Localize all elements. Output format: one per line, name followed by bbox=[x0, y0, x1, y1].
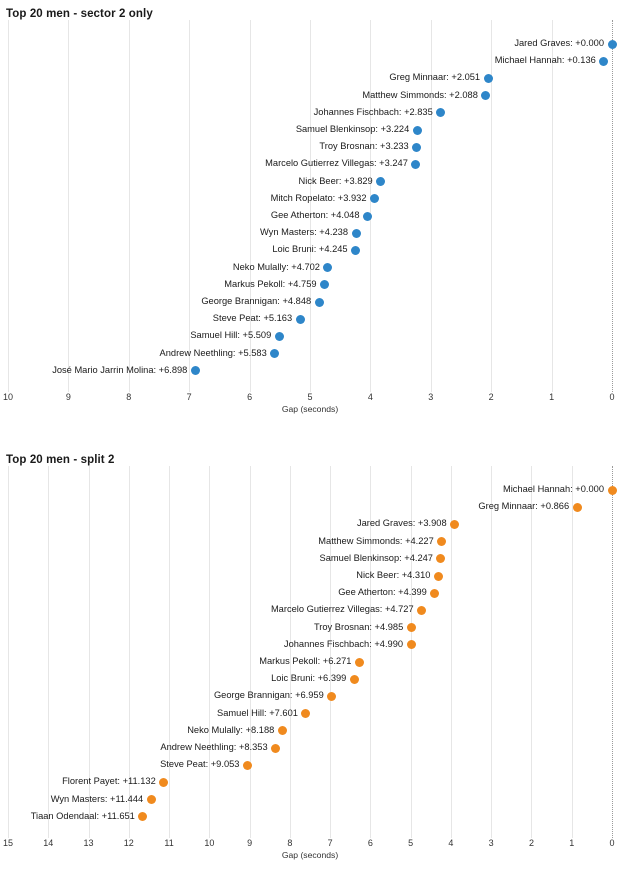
data-point-marker[interactable] bbox=[412, 143, 421, 152]
data-point-row[interactable] bbox=[8, 53, 612, 69]
data-point-label: Marcelo Gutierrez Villegas: +4.727 bbox=[270, 604, 414, 615]
data-point-label: Samuel Blenkinsop: +3.224 bbox=[295, 124, 410, 134]
data-point-row[interactable] bbox=[8, 277, 612, 293]
x-axis-tick: 15 bbox=[2, 838, 14, 848]
data-point-marker[interactable] bbox=[411, 160, 420, 169]
data-point-row[interactable] bbox=[8, 723, 612, 739]
gridline bbox=[612, 20, 613, 392]
data-point-marker[interactable] bbox=[351, 246, 360, 255]
data-point-marker[interactable] bbox=[327, 692, 336, 701]
data-point-label: George Brannigan: +6.959 bbox=[213, 690, 324, 701]
data-point-marker[interactable] bbox=[376, 177, 385, 186]
data-point-row[interactable] bbox=[8, 36, 612, 52]
gridline bbox=[612, 466, 613, 838]
data-point-row[interactable] bbox=[8, 363, 612, 379]
data-point-label: Nick Beer: +3.829 bbox=[298, 175, 373, 186]
data-point-row[interactable] bbox=[8, 534, 612, 550]
x-axis-tick: 2 bbox=[488, 392, 494, 402]
data-point-marker[interactable] bbox=[407, 623, 416, 632]
data-point-row[interactable] bbox=[8, 294, 612, 310]
data-point-marker[interactable] bbox=[138, 812, 147, 821]
data-point-label: Andrew Neethling: +8.353 bbox=[160, 742, 268, 752]
data-point-label: Mitch Ropelato: +3.932 bbox=[270, 192, 367, 203]
x-axis-sector-2 bbox=[0, 392, 620, 418]
data-point-marker[interactable] bbox=[352, 229, 361, 238]
x-axis-tick: 14 bbox=[43, 838, 54, 848]
x-axis-tick: 4 bbox=[448, 838, 454, 848]
data-point-label: Samuel Hill: +5.509 bbox=[190, 330, 272, 341]
data-point-label: Markus Pekoll: +4.759 bbox=[224, 278, 317, 289]
data-point-marker[interactable] bbox=[573, 503, 582, 512]
data-point-row[interactable] bbox=[8, 671, 612, 687]
data-point-label: Jared Graves: +3.908 bbox=[356, 518, 447, 529]
data-point-marker[interactable] bbox=[407, 640, 416, 649]
x-axis-tick: 1 bbox=[569, 838, 575, 848]
data-point-label: Steve Peat: +9.053 bbox=[160, 759, 240, 770]
x-axis-tick: 8 bbox=[287, 838, 293, 848]
data-point-row[interactable] bbox=[8, 88, 612, 104]
data-point-label: Loic Bruni: +4.245 bbox=[272, 244, 348, 255]
data-point-label: Troy Brosnan: +3.233 bbox=[319, 141, 409, 152]
data-point-label: Andrew Neethling: +5.583 bbox=[159, 347, 267, 358]
data-point-label: Florent Payet: +11.132 bbox=[62, 776, 156, 787]
data-point-marker[interactable] bbox=[275, 332, 284, 341]
data-point-row[interactable] bbox=[8, 191, 612, 207]
data-point-row[interactable] bbox=[8, 499, 612, 515]
data-point-label: Samuel Hill: +7.601 bbox=[217, 707, 298, 718]
x-axis-tick: 11 bbox=[164, 838, 174, 848]
plot-area-split-2 bbox=[0, 466, 620, 838]
data-point-marker[interactable] bbox=[599, 57, 608, 66]
chart-title: Top 20 men - split 2 bbox=[6, 454, 115, 466]
data-point-row[interactable] bbox=[8, 174, 612, 190]
data-point-marker[interactable] bbox=[191, 366, 200, 375]
data-point-marker[interactable] bbox=[481, 91, 490, 100]
data-point-label: Troy Brosnan: +4.985 bbox=[313, 621, 404, 632]
x-axis-tick: 0 bbox=[609, 838, 615, 848]
data-point-label: Greg Minnaar: +2.051 bbox=[389, 72, 481, 83]
data-point-label: Greg Minnaar: +0.866 bbox=[478, 501, 570, 512]
data-point-marker[interactable] bbox=[271, 744, 280, 753]
data-point-row[interactable] bbox=[8, 654, 612, 670]
x-axis-tick: 5 bbox=[408, 838, 414, 848]
chart-block-split-2 bbox=[0, 446, 620, 864]
data-point-label: Michael Hannah: +0.136 bbox=[494, 55, 596, 66]
x-axis-title: Gap (seconds) bbox=[281, 404, 339, 414]
x-axis-tick: 10 bbox=[204, 838, 215, 848]
data-point-label: Wyn Masters: +11.444 bbox=[50, 793, 144, 804]
data-point-label: Jared Graves: +0.000 bbox=[514, 38, 604, 48]
data-point-row[interactable] bbox=[8, 757, 612, 773]
data-point-label: Nick Beer: +4.310 bbox=[356, 570, 431, 580]
data-point-label: Johannes Fischbach: +4.990 bbox=[283, 638, 404, 649]
x-axis-tick: 9 bbox=[65, 392, 71, 402]
chart-title: Top 20 men - sector 2 only bbox=[6, 8, 153, 20]
data-point-marker[interactable] bbox=[323, 263, 332, 272]
data-point-label: Johannes Fischbach: +2.835 bbox=[313, 106, 433, 117]
data-point-row[interactable] bbox=[8, 620, 612, 636]
data-point-marker[interactable] bbox=[320, 280, 329, 289]
data-point-label: Neko Mulally: +4.702 bbox=[232, 261, 320, 272]
data-point-row[interactable] bbox=[8, 740, 612, 756]
data-point-label: Steve Peat: +5.163 bbox=[212, 313, 293, 324]
data-point-row[interactable] bbox=[8, 311, 612, 327]
data-point-marker[interactable] bbox=[159, 778, 168, 787]
x-axis-tick: 7 bbox=[327, 838, 333, 848]
data-point-row[interactable] bbox=[8, 688, 612, 704]
x-axis-tick: 3 bbox=[428, 392, 434, 402]
x-axis-tick: 1 bbox=[549, 392, 555, 402]
data-point-label: Loic Bruni: +6.399 bbox=[271, 673, 347, 684]
data-point-row[interactable] bbox=[8, 706, 612, 722]
x-axis-tick: 4 bbox=[367, 392, 373, 402]
data-point-row[interactable] bbox=[8, 516, 612, 532]
data-point-row[interactable] bbox=[8, 568, 612, 584]
data-point-label: Gee Atherton: +4.048 bbox=[270, 210, 360, 220]
data-point-marker[interactable] bbox=[350, 675, 359, 684]
data-point-marker[interactable] bbox=[270, 349, 279, 358]
data-point-marker[interactable] bbox=[437, 537, 446, 546]
data-point-marker[interactable] bbox=[436, 108, 445, 117]
data-point-marker[interactable] bbox=[417, 606, 426, 615]
x-axis-tick: 7 bbox=[186, 392, 192, 402]
data-point-row[interactable] bbox=[8, 225, 612, 241]
data-point-label: Neko Mulally: +8.188 bbox=[187, 724, 275, 735]
data-point-marker[interactable] bbox=[243, 761, 252, 770]
data-point-marker[interactable] bbox=[363, 212, 372, 221]
data-point-row[interactable] bbox=[8, 482, 612, 498]
data-point-marker[interactable] bbox=[301, 709, 310, 718]
x-axis-tick: 8 bbox=[126, 392, 132, 402]
data-point-label: Tiaan Odendaal: +11.651 bbox=[30, 810, 135, 821]
data-point-label: Samuel Blenkinsop: +4.247 bbox=[319, 552, 433, 563]
data-point-row[interactable] bbox=[8, 122, 612, 138]
x-axis-tick: 6 bbox=[367, 838, 373, 848]
data-point-row[interactable] bbox=[8, 792, 612, 808]
data-point-row[interactable] bbox=[8, 105, 612, 121]
chart-block-sector-2 bbox=[0, 0, 620, 418]
data-point-row[interactable] bbox=[8, 809, 612, 825]
data-point-row[interactable] bbox=[8, 774, 612, 790]
data-point-row[interactable] bbox=[8, 70, 612, 86]
data-point-marker[interactable] bbox=[147, 795, 156, 804]
x-axis-title: Gap (seconds) bbox=[281, 850, 339, 860]
data-point-marker[interactable] bbox=[370, 194, 379, 203]
data-point-marker[interactable] bbox=[355, 658, 364, 667]
data-point-row[interactable] bbox=[8, 242, 612, 258]
data-point-row[interactable] bbox=[8, 551, 612, 567]
data-point-marker[interactable] bbox=[450, 520, 459, 529]
data-point-marker[interactable] bbox=[434, 572, 443, 581]
x-axis-tick: 9 bbox=[247, 838, 253, 848]
data-point-row[interactable] bbox=[8, 139, 612, 155]
data-point-label: Wyn Masters: +4.238 bbox=[259, 227, 349, 238]
data-point-row[interactable] bbox=[8, 637, 612, 653]
data-point-marker[interactable] bbox=[315, 298, 324, 307]
data-point-marker[interactable] bbox=[484, 74, 493, 83]
data-point-label: George Brannigan: +4.848 bbox=[201, 296, 312, 306]
data-point-label: Matthew Simmonds: +4.227 bbox=[318, 535, 434, 546]
plot-area-sector-2 bbox=[0, 20, 620, 392]
x-axis-tick: 5 bbox=[307, 392, 313, 402]
x-axis-tick: 10 bbox=[2, 392, 14, 402]
data-point-label: Matthew Simmonds: +2.088 bbox=[362, 89, 478, 100]
data-point-marker[interactable] bbox=[278, 726, 287, 735]
data-point-row[interactable] bbox=[8, 585, 612, 601]
data-point-row[interactable] bbox=[8, 260, 612, 276]
x-axis-tick: 0 bbox=[609, 392, 615, 402]
x-axis-tick: 12 bbox=[123, 838, 134, 848]
data-point-marker[interactable] bbox=[296, 315, 305, 324]
x-axis-tick: 13 bbox=[83, 838, 94, 848]
data-point-label: Marcelo Gutierrez Villegas: +3.247 bbox=[265, 158, 408, 169]
x-axis-split-2 bbox=[0, 838, 620, 864]
data-point-marker[interactable] bbox=[430, 589, 439, 598]
data-point-row[interactable] bbox=[8, 328, 612, 344]
data-point-marker[interactable] bbox=[436, 554, 445, 563]
data-point-row[interactable] bbox=[8, 156, 612, 172]
x-axis-tick: 3 bbox=[488, 838, 494, 848]
x-axis-tick: 6 bbox=[247, 392, 253, 402]
data-point-row[interactable] bbox=[8, 346, 612, 362]
data-point-label: Michael Hannah: +0.000 bbox=[502, 484, 604, 494]
data-point-marker[interactable] bbox=[413, 126, 422, 135]
data-point-marker[interactable] bbox=[608, 40, 617, 49]
x-axis-tick: 2 bbox=[528, 838, 534, 848]
data-point-marker[interactable] bbox=[608, 486, 617, 495]
data-point-label: Markus Pekoll: +6.271 bbox=[259, 656, 352, 666]
data-point-row[interactable] bbox=[8, 602, 612, 618]
data-point-label: José Mario Jarrin Molina: +6.898 bbox=[52, 364, 188, 375]
data-point-row[interactable] bbox=[8, 208, 612, 224]
data-point-label: Gee Atherton: +4.399 bbox=[338, 587, 427, 598]
